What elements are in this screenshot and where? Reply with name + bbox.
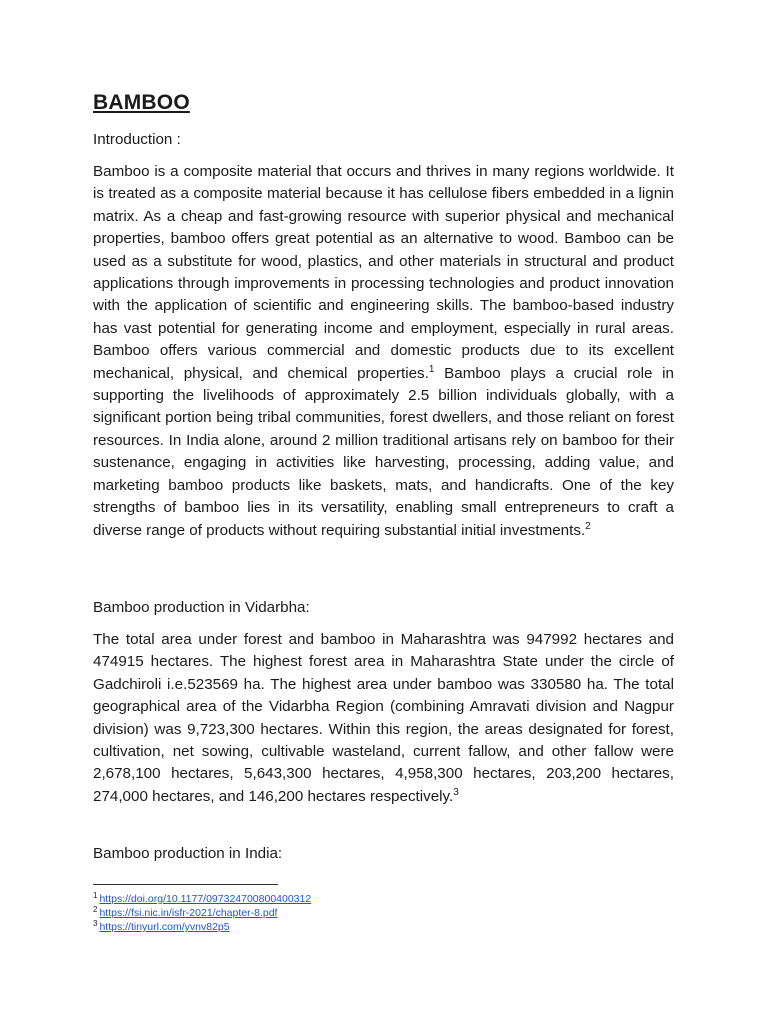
footnote-number: 1 bbox=[93, 890, 98, 900]
intro-heading: Introduction : bbox=[93, 131, 181, 148]
footnote-2 bbox=[93, 906, 311, 920]
vidarbha-text: The total area under forest and bamboo in Maharashtra was 947992 hectares and 474915 hectares. The highest forest area in Maharashtra State under the circle of Gadchiroli i.e.523569 ha. The highest area under bamboo was 330580 ha. The total geographical area of the Vidarbha Region (combining Amravati division and Nagpur division) was 9,723,300 hectares. Within this region, the areas designated for forest, cultivation, net sowing, cultivable wasteland, current fallow, and other fallow were 2,678,100 hectares, 5,643,300 hectares, 4,958,300 hectares, 203,200 hectares, 274,000 hectares, and 146,200 hectares respectively. bbox=[93, 631, 674, 805]
footnotes bbox=[93, 892, 311, 934]
footnote-number: 3 bbox=[93, 918, 98, 928]
vidarbha-paragraph bbox=[93, 629, 674, 808]
footnote-ref-2: 2 bbox=[585, 520, 591, 532]
india-heading: Bamboo production in India: bbox=[93, 845, 283, 862]
vidarbha-heading: Bamboo production in Vidarbha: bbox=[93, 599, 310, 616]
intro-text-part1: Bamboo is a composite material that occurs and thrives in many regions worldwide. It is treated as a composite material because it has cellulose fibers embedded in a lignin matrix. As a cheap and fast-growing resource with superior physical and mechanical properties, bamboo offers great potential as an alternative to wood. Bamboo can be used as a substitute for wood, plastics, and other materials in structural and product applications through improvements in processing technologies and product innovation with the application of scientific and engineering skills. The bamboo-based industry has vast potential for generating income and employment, especially in rural areas. Bamboo offers various commercial and domestic products due to its excellent mechanical, physical, and chemical properties. bbox=[93, 163, 674, 382]
intro-paragraph bbox=[93, 161, 674, 542]
footnote-link-3[interactable]: https://tinyurl.com/yvnv82p5 bbox=[99, 921, 230, 933]
footnote-number: 2 bbox=[93, 904, 98, 914]
intro-text-part2: Bamboo plays a crucial role in supporting the livelihoods of approximately 2.5 billion individuals globally, with a significant portion being tribal communities, forest dwellers, and those reliant on forest resources. In India alone, around 2 million traditional artisans rely on bamboo for their sustenance, engaging in activities like harvesting, processing, adding value, and marketing bamboo products like baskets, mats, and handicrafts. One of the key strengths of bamboo lies in its versatility, enabling small entrepreneurs to craft a diverse range of products without requiring substantial initial investments. bbox=[93, 364, 675, 539]
footnote-link-2[interactable]: https://fsi.nic.in/isfr-2021/chapter-8.pdf bbox=[99, 907, 278, 919]
page-title: BAMBOO bbox=[93, 91, 190, 114]
footnote-ref-1: 1 bbox=[428, 363, 435, 375]
footnote-link-1[interactable]: https://doi.org/10.1177/097324700800400312 bbox=[99, 893, 312, 905]
footnote-3 bbox=[93, 920, 311, 934]
footnote-ref-3: 3 bbox=[453, 786, 459, 798]
footnote-1 bbox=[93, 892, 311, 906]
footnote-separator bbox=[93, 884, 278, 885]
